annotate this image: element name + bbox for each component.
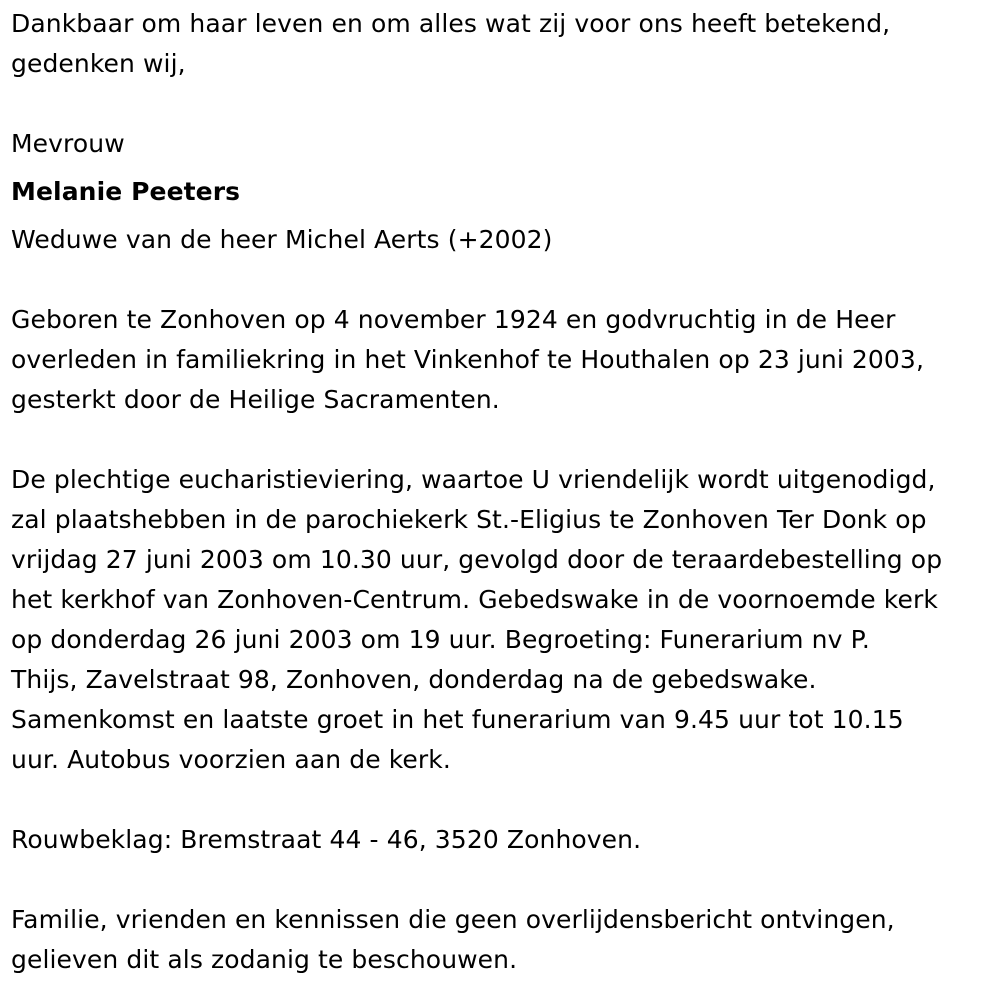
paragraph-line: vrijdag 27 juni 2003 om 10.30 uur, gevolgd door de teraardebestelling op — [11, 545, 943, 574]
paragraph-line: Familie, vrienden en kennissen die geen overlijdensbericht ontvingen, — [11, 905, 895, 934]
paragraph-line: op donderdag 26 juni 2003 om 19 uur. Begroeting: Funerarium nv P. — [11, 625, 870, 654]
paragraph-line: Geboren te Zonhoven op 4 november 1924 en godvruchtig in de Heer — [11, 305, 896, 334]
spacer — [11, 780, 1000, 820]
paragraph-line: zal plaatshebben in de parochiekerk St.-Eligius te Zonhoven Ter Donk op — [11, 505, 927, 534]
spacer — [11, 860, 1000, 900]
paragraph-line: uur. Autobus voorzien aan de kerk. — [11, 745, 451, 774]
spacer — [11, 84, 1000, 124]
intro-line-2: gedenken wij, — [11, 49, 186, 78]
person-title: Mevrouw — [11, 129, 125, 158]
widow-text: Weduwe van de heer Michel Aerts (+2002) — [11, 225, 553, 254]
paragraph-line: het kerkhof van Zonhoven-Centrum. Gebedswake in de voornoemde kerk — [11, 585, 938, 614]
intro-line-1: Dankbaar om haar leven en om alles wat zij voor ons heeft betekend, — [11, 9, 891, 38]
obituary-document — [0, 4, 1000, 1002]
birth-death-paragraph — [11, 300, 1000, 420]
ceremony-paragraph — [11, 460, 1000, 780]
paragraph-line: Samenkomst en laatste groet in het funerarium van 9.45 uur tot 10.15 — [11, 705, 904, 734]
spacer — [11, 260, 1000, 300]
paragraph-line: De plechtige eucharistieviering, waartoe U vriendelijk wordt uitgenodigd, — [11, 465, 936, 494]
person-name: Melanie Peeters — [11, 177, 241, 206]
closing-paragraph — [11, 900, 1000, 980]
condolences-address: Rouwbeklag: Bremstraat 44 - 46, 3520 Zonhoven. — [11, 825, 642, 854]
paragraph-line: gelieven dit als zodanig te beschouwen. — [11, 945, 518, 974]
paragraph-line: overleden in familiekring in het Vinkenhof te Houthalen op 23 juni 2003, — [11, 345, 924, 374]
paragraph-line: gesterkt door de Heilige Sacramenten. — [11, 385, 500, 414]
spacer — [11, 420, 1000, 460]
paragraph-line: Thijs, Zavelstraat 98, Zonhoven, donderdag na de gebedswake. — [11, 665, 817, 694]
